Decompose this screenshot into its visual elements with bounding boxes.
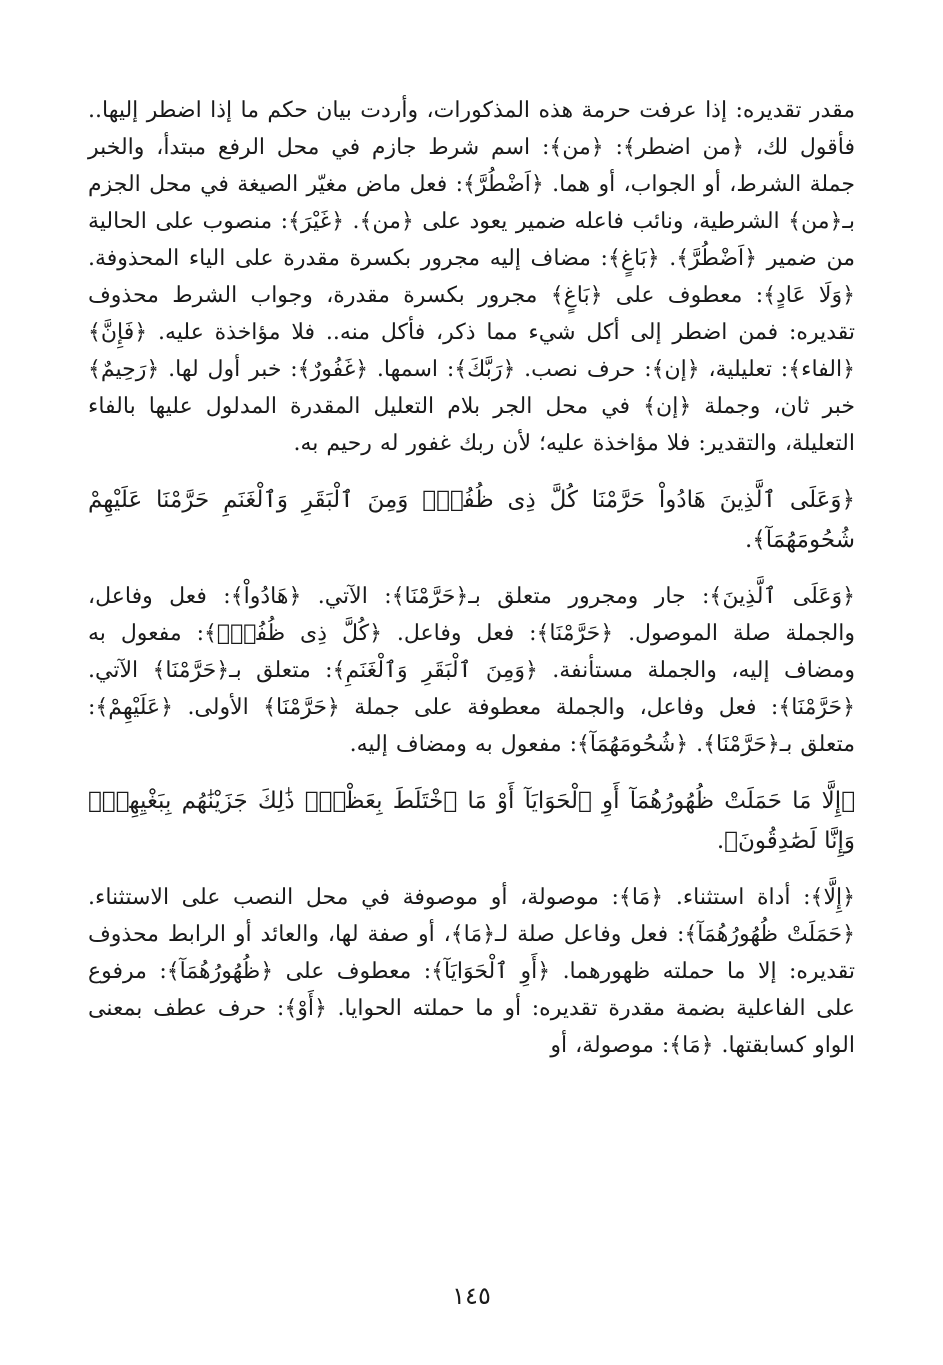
page-number: ١٤٥ bbox=[452, 1282, 491, 1310]
quran-verse-1: ﴿وَعَلَى ٱلَّذِينَ هَادُواْ حَرَّمْنَا كُلَّ ذِى ظُفُرٍۖ وَمِنَ ٱلْبَقَرِ وَٱلْغَنَمِ حَرَّمْنَا عَلَيْهِمْ شُحُومَهُمَآ﴾. bbox=[88, 487, 855, 553]
page-body bbox=[88, 92, 855, 1285]
quran-verse-2: ﴿إِلَّا مَا حَمَلَتْ ظُهُورُهُمَآ أَوِ ٱلْحَوَايَآ أَوْ مَا ٱخْتَلَطَ بِعَظْمٍۚ ذَٰلِكَ جَزَيْنَٰهُم بِبَغْيِهِمْۖ وَإِنَّا لَصَٰدِقُونَ﴾. bbox=[88, 788, 855, 854]
paragraph-2: ﴿وَعَلَى ٱلَّذِينَ﴾: جار ومجرور متعلق بـ﴿حَرَّمْنَا﴾: الآتي. ﴿هَادُواْ﴾: فعل وفاعل، والجملة صلة الموصول. ﴿حَرَّمْنَا﴾: فعل وفاعل. ﴿كُلَّ ذِى ظُفُرٍۖ﴾: مفعول به ومضاف إليه، والجملة مستأنفة. ﴿وَمِنَ ٱلْبَقَرِ وَٱلْغَنَمِ﴾: متعلق بـ﴿حَرَّمْنَا﴾ الآتي. ﴿حَرَّمْنَا﴾: فعل وفاعل، والجملة معطوفة على جملة ﴿حَرَّمْنَا﴾ الأولى. ﴿عَلَيْهِمْ﴾: متعلق بـ﴿حَرَّمْنَا﴾. ﴿شُحُومَهُمَآ﴾: مفعول به ومضاف إليه. bbox=[88, 584, 855, 757]
paragraph-1: مقدر تقديره: إذا عرفت حرمة هذه المذكورات، وأردت بيان حكم ما إذا اضطر إليها.. فأقول لك، ﴿من اضطر﴾: ﴿من﴾: اسم شرط جازم في محل الرفع مبتدأ، والخبر جملة الشرط، أو الجواب، أو هما. ﴿اَضْطُرَّ﴾: فعل ماض مغيّر الصيغة في محل الجزم بـ﴿من﴾ الشرطية، ونائب فاعله ضمير يعود على ﴿من﴾. ﴿غَيْرَ﴾: منصوب على الحالية من ضمير ﴿اَضْطُرَّ﴾. ﴿بَاغٍ﴾: مضاف إليه مجرور بكسرة مقدرة على الياء المحذوفة. ﴿وَلَا عَادٍ﴾: معطوف على ﴿بَاغٍ﴾ مجرور بكسرة مقدرة، وجواب الشرط محذوف تقديره: فمن اضطر إلى أكل شيء مما ذكر، فأكل منه.. فلا مؤاخذة عليه. ﴿فَإِنَّ﴾ ﴿الفاء﴾: تعليلية، ﴿إن﴾: حرف نصب. ﴿رَبَّكَ﴾: اسمها. ﴿غَفُورٌ﴾: خبر أول لها. ﴿رَحِيمٌ﴾ خبر ثان، وجملة ﴿إن﴾ في محل الجر بلام التعليل المقدرة المدلول عليها بالفاء التعليلة، والتقدير: فلا مؤاخذة عليه؛ لأن ربك غفور له رحيم به. bbox=[88, 98, 855, 456]
paragraph-3: ﴿إِلَّا﴾: أداة استثناء. ﴿مَا﴾: موصولة، أو موصوفة في محل النصب على الاستثناء. ﴿حَمَلَتْ ظُهُورُهُمَآ﴾: فعل وفاعل صلة لـ﴿مَا﴾، أو صفة لها، والعائد أو الرابط محذوف تقديره: إلا ما حملته ظهورهما. ﴿أَوِ ٱلْحَوَايَآ﴾: معطوف على ﴿ظُهُورُهُمَآ﴾: مرفوع على الفاعلية بضمة مقدرة تقديره: أو ما حملته الحوايا. ﴿أَوْ﴾: حرف عطف بمعنى الواو كسابقتها. ﴿مَا﴾: موصولة، أو bbox=[88, 885, 855, 1058]
